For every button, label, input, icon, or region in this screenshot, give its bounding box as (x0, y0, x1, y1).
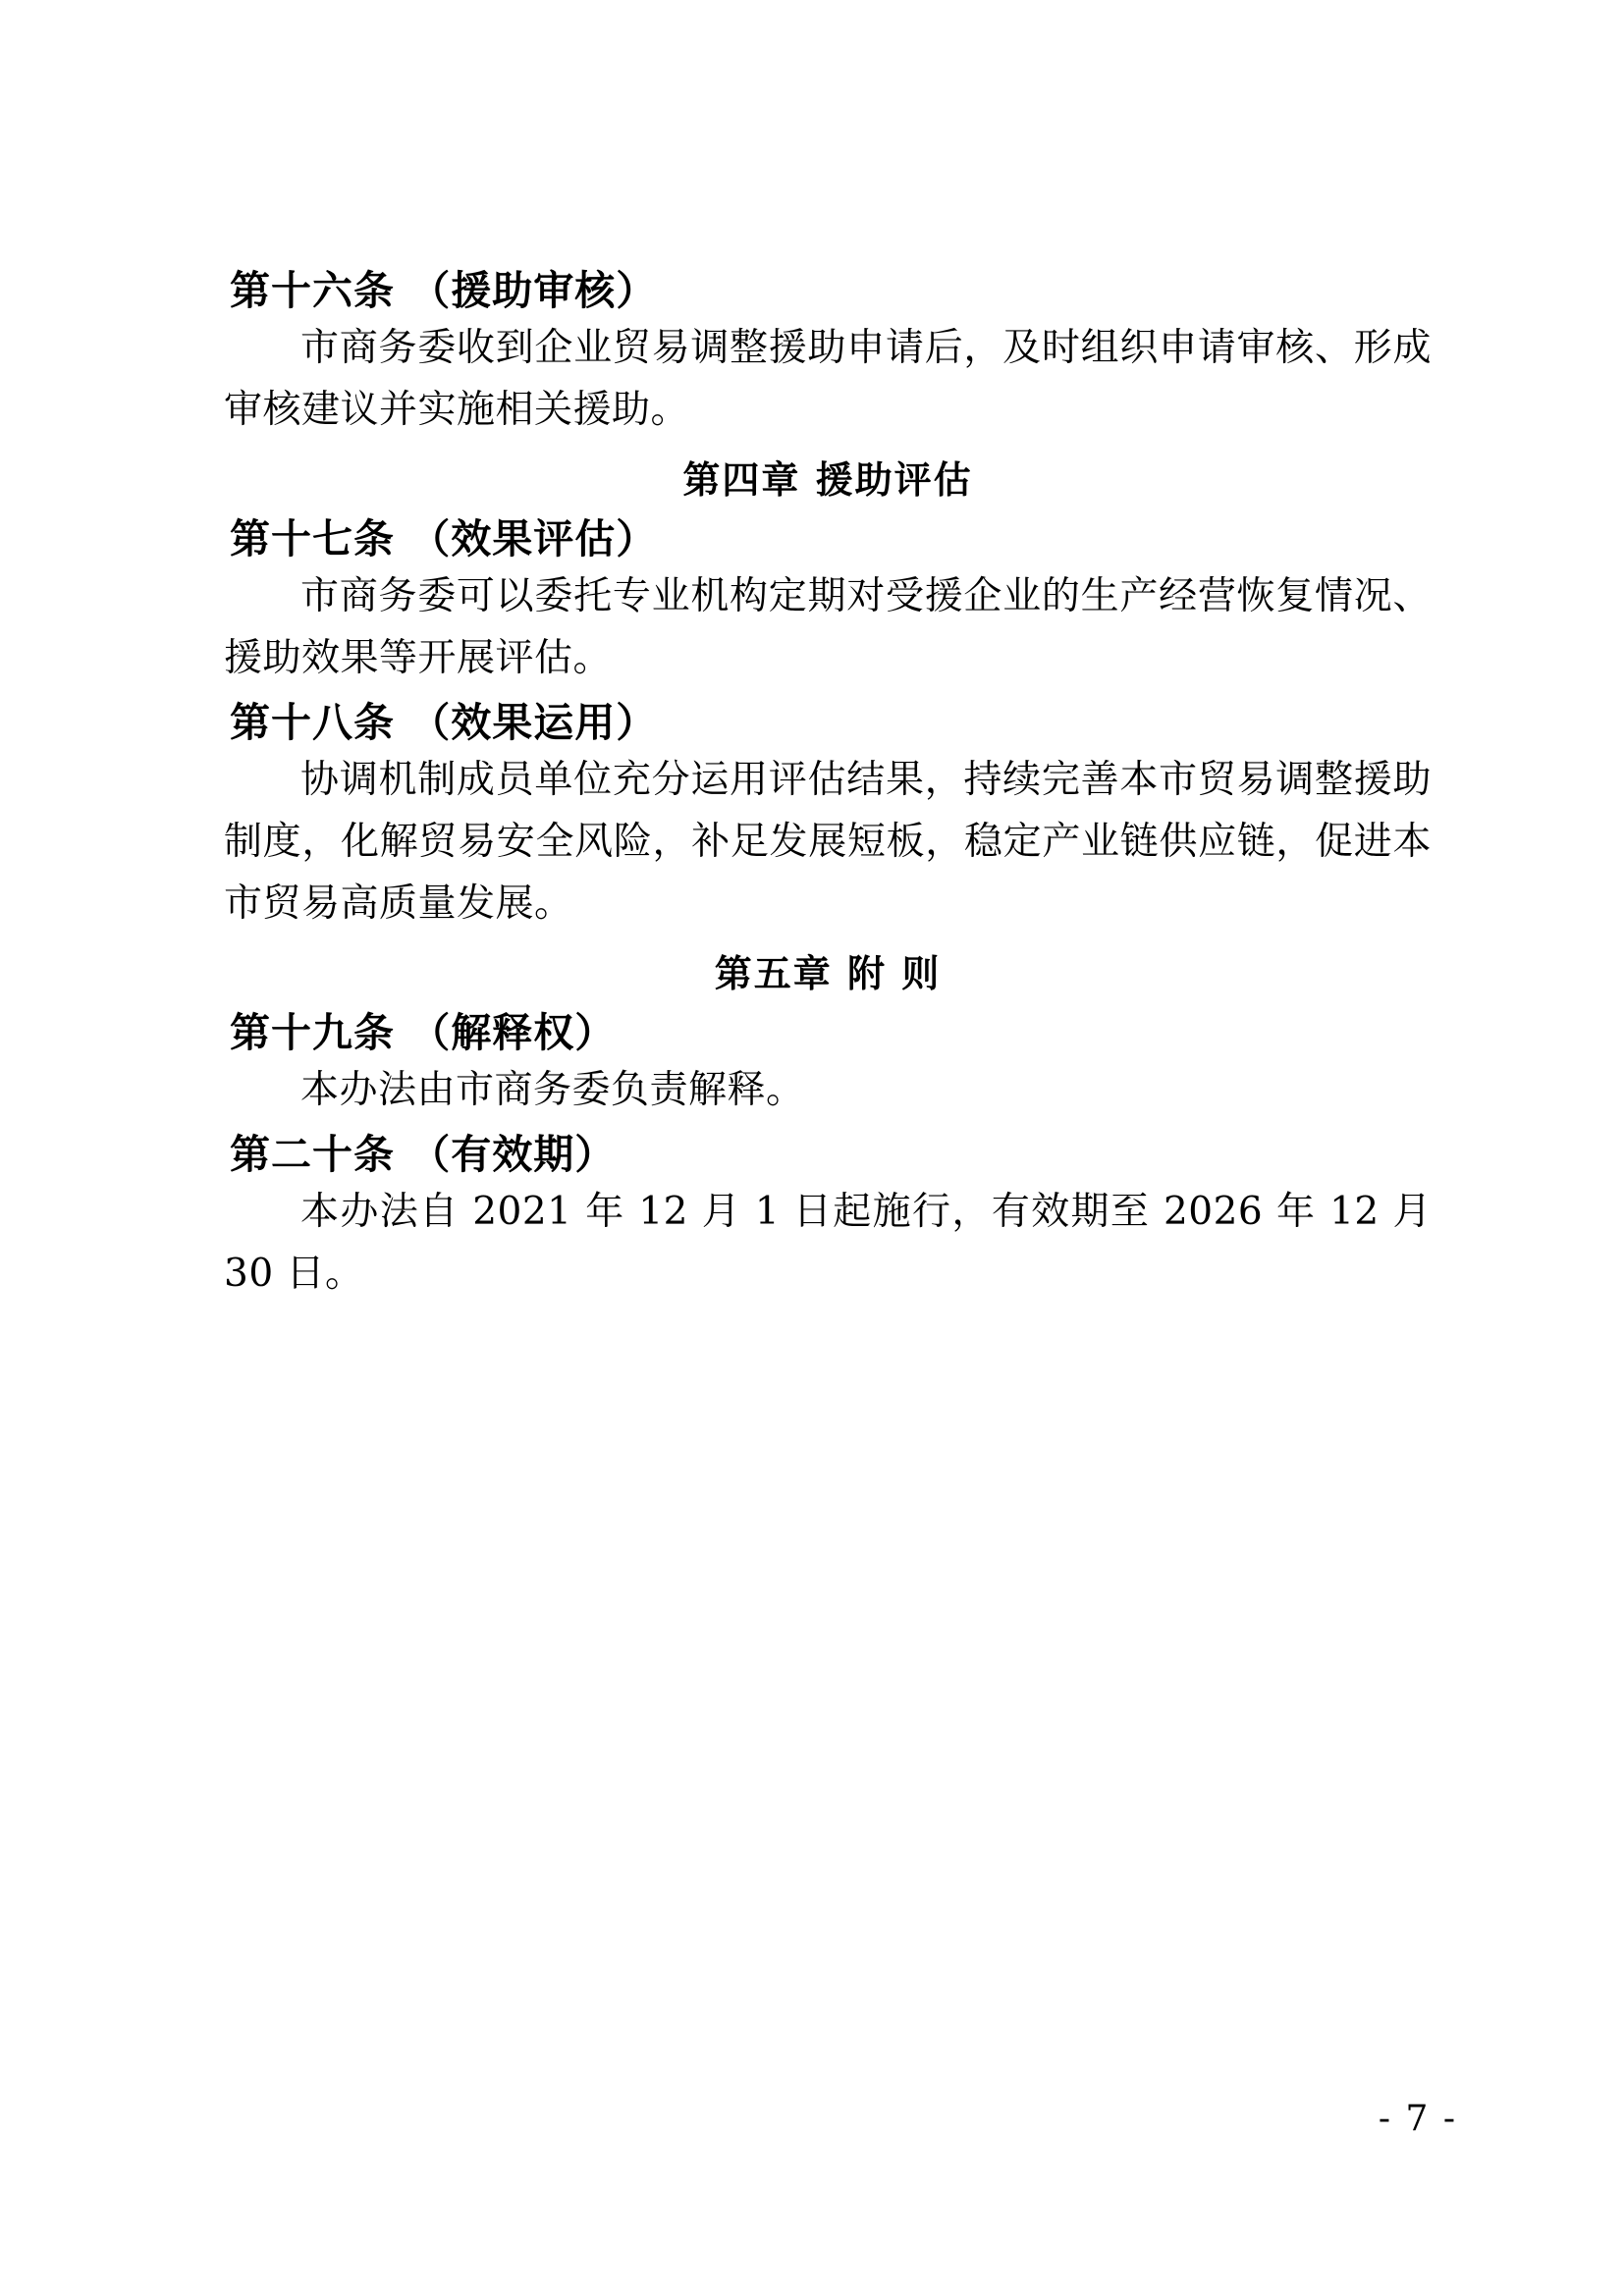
paragraph-article-20: 本办法自 2021 年 12 月 1 日起施行，有效期至 2026 年 12 月 30 日。 (224, 1189, 1432, 1296)
chapter-heading-4: 第四章 援助评估 (682, 458, 973, 503)
paragraph-article-17: 市商务委可以委托专业机构定期对受援企业的生产经营恢复情况、援助效果等开展评估。 (224, 573, 1432, 680)
chapter-heading-5: 第五章 附 则 (714, 952, 942, 996)
article-heading-20: 第二十条 （有效期） (230, 1130, 617, 1178)
paragraph-article-19: 本办法由市商务委负责解释。 (300, 1067, 805, 1112)
article-heading-17: 第十七条 （效果评估） (230, 514, 658, 562)
article-heading-18: 第十八条 （效果运用） (230, 698, 658, 746)
paragraph-article-18: 协调机制成员单位充分运用评估结果，持续完善本市贸易调整援助制度，化解贸易安全风险，补足发展短板，稳定产业链供应链，促进本市贸易高质量发展。 (224, 757, 1432, 927)
article-heading-19: 第十九条 （解释权） (230, 1008, 617, 1056)
document-body (224, 267, 1432, 1308)
paragraph-article-16: 市商务委收到企业贸易调整援助申请后，及时组织申请审核、形成审核建议并实施相关援助。 (224, 326, 1432, 433)
page-number: - 7 - (1378, 2099, 1457, 2139)
article-heading-16: 第十六条 （援助审核） (230, 267, 658, 314)
